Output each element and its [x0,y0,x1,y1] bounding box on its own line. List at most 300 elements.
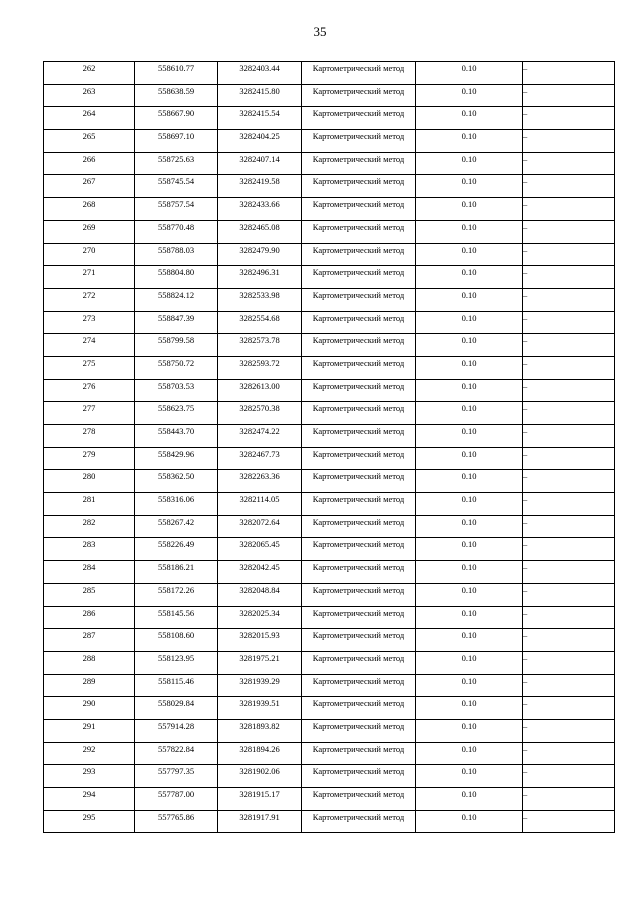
description-cell [523,130,615,153]
description-cell [523,765,615,788]
description-text: – [523,539,528,550]
method-text: Картометрический метод [312,85,405,96]
description-cell [523,62,615,85]
point-number-cell [44,470,135,493]
method-text: Картометрический метод [312,108,405,119]
accuracy-cell [416,561,523,584]
accuracy-cell [416,425,523,448]
y-coordinate-text: 3282015.93 [239,630,280,641]
description-text: – [523,380,528,391]
y-coordinate-text: 3282072.64 [239,516,280,527]
method-cell [302,719,416,742]
description-cell [523,152,615,175]
point-number-cell [44,198,135,221]
accuracy-text: 0.10 [461,426,477,436]
description-text: – [523,720,528,731]
accuracy-cell [416,651,523,674]
point-number-text: 294 [82,789,96,799]
point-number-text: 282 [82,516,96,527]
description-cell [523,606,615,629]
method-text: Картометрический метод [312,131,405,142]
method-text: Картометрический метод [312,562,405,573]
x-coordinate-cell [135,674,218,697]
y-coordinate-text: 3282479.90 [239,244,280,255]
method-text: Картометрический метод [312,494,405,505]
table-row [44,538,615,561]
method-cell [302,447,416,470]
point-number-text: 281 [82,494,96,505]
x-coordinate-text: 557787.00 [157,789,195,799]
y-coordinate-text: 3282065.45 [239,539,280,550]
table-row [44,719,615,742]
y-coordinate-cell [218,765,302,788]
x-coordinate-text: 558725.63 [157,153,195,164]
y-coordinate-text: 3282407.14 [239,153,280,164]
method-text: Картометрический метод [312,811,405,822]
method-text: Картометрический метод [312,63,405,73]
x-coordinate-cell [135,583,218,606]
description-text: – [523,630,528,641]
table-row [44,198,615,221]
accuracy-cell [416,288,523,311]
y-coordinate-cell [218,107,302,130]
y-coordinate-cell [218,62,302,85]
x-coordinate-cell [135,788,218,811]
point-number-text: 271 [82,267,96,278]
accuracy-text: 0.10 [461,471,477,482]
y-coordinate-cell [218,425,302,448]
table-row [44,311,615,334]
accuracy-text: 0.10 [461,494,477,505]
accuracy-text: 0.10 [461,698,477,709]
x-coordinate-text: 558172.26 [157,584,195,595]
x-coordinate-cell [135,243,218,266]
accuracy-text: 0.10 [461,403,477,414]
description-text: – [523,743,528,754]
accuracy-text: 0.10 [461,176,477,187]
table-row [44,266,615,289]
accuracy-cell [416,266,523,289]
table-row [44,425,615,448]
description-text: – [523,652,528,663]
y-coordinate-text: 3281939.51 [239,698,280,709]
point-number-cell [44,402,135,425]
accuracy-text: 0.10 [461,199,477,210]
x-coordinate-cell [135,379,218,402]
method-text: Картометрический метод [312,539,405,550]
description-cell [523,651,615,674]
method-cell [302,810,416,833]
point-number-text: 293 [82,766,96,777]
accuracy-cell [416,719,523,742]
method-cell [302,107,416,130]
accuracy-text: 0.10 [461,289,477,300]
accuracy-text: 0.10 [461,652,477,663]
description-cell [523,266,615,289]
x-coordinate-text: 558703.53 [157,380,195,391]
table-row [44,152,615,175]
accuracy-text: 0.10 [461,516,477,527]
method-cell [302,606,416,629]
description-cell [523,107,615,130]
method-text: Картометрический метод [312,244,405,255]
y-coordinate-cell [218,719,302,742]
method-text: Картометрический метод [312,199,405,210]
description-cell [523,311,615,334]
table-body [44,62,615,833]
y-coordinate-cell [218,152,302,175]
description-text: – [523,811,528,822]
accuracy-text: 0.10 [461,85,477,96]
method-text: Картометрический метод [312,471,405,482]
y-coordinate-cell [218,356,302,379]
y-coordinate-cell [218,379,302,402]
point-number-cell [44,107,135,130]
table-row [44,107,615,130]
point-number-text: 285 [82,584,96,595]
x-coordinate-cell [135,810,218,833]
accuracy-cell [416,152,523,175]
y-coordinate-cell [218,493,302,516]
point-number-cell [44,152,135,175]
x-coordinate-cell [135,130,218,153]
table-row [44,356,615,379]
accuracy-text: 0.10 [461,312,477,323]
description-cell [523,425,615,448]
accuracy-cell [416,243,523,266]
x-coordinate-text: 558145.56 [157,607,195,618]
method-text: Картометрический метод [312,221,405,232]
accuracy-text: 0.10 [461,743,477,754]
description-text: – [523,562,528,573]
point-number-cell [44,425,135,448]
description-cell [523,243,615,266]
method-text: Картометрический метод [312,176,405,187]
point-number-text: 273 [82,312,96,323]
y-coordinate-cell [218,447,302,470]
x-coordinate-cell [135,447,218,470]
method-text: Картометрический метод [312,630,405,641]
table-row [44,629,615,652]
y-coordinate-cell [218,243,302,266]
table-row [44,583,615,606]
x-coordinate-cell [135,311,218,334]
x-coordinate-text: 558623.75 [157,403,195,414]
point-number-text: 266 [82,153,96,164]
y-coordinate-cell [218,561,302,584]
y-coordinate-text: 3282042.45 [239,562,280,573]
table-row [44,243,615,266]
method-cell [302,742,416,765]
point-number-cell [44,493,135,516]
description-cell [523,697,615,720]
method-cell [302,311,416,334]
description-cell [523,583,615,606]
x-coordinate-text: 557914.28 [157,720,195,731]
accuracy-text: 0.10 [461,267,477,278]
description-text: – [523,153,528,164]
x-coordinate-text: 558667.90 [157,108,195,119]
y-coordinate-cell [218,651,302,674]
y-coordinate-text: 3281894.26 [239,743,280,754]
method-text: Картометрический метод [312,153,405,164]
y-coordinate-cell [218,810,302,833]
table-row [44,493,615,516]
table-row [44,447,615,470]
y-coordinate-text: 3282474.22 [239,426,280,436]
x-coordinate-cell [135,62,218,85]
method-cell [302,356,416,379]
y-coordinate-text: 3282554.68 [239,312,280,323]
method-cell [302,674,416,697]
x-coordinate-text: 558123.95 [157,652,195,663]
accuracy-cell [416,606,523,629]
point-number-cell [44,606,135,629]
description-cell [523,719,615,742]
y-coordinate-cell [218,470,302,493]
x-coordinate-cell [135,425,218,448]
description-cell [523,629,615,652]
description-cell [523,288,615,311]
point-number-cell [44,742,135,765]
description-text: – [523,312,528,323]
description-cell [523,493,615,516]
method-text: Картометрический метод [312,312,405,323]
method-cell [302,515,416,538]
y-coordinate-cell [218,266,302,289]
point-number-cell [44,561,135,584]
point-number-cell [44,311,135,334]
accuracy-cell [416,130,523,153]
accuracy-cell [416,515,523,538]
x-coordinate-text: 558316.06 [157,494,195,505]
point-number-cell [44,810,135,833]
accuracy-text: 0.10 [461,357,477,368]
accuracy-text: 0.10 [461,244,477,255]
description-cell [523,220,615,243]
description-text: – [523,789,528,799]
table-row [44,175,615,198]
method-text: Картометрический метод [312,698,405,709]
method-cell [302,629,416,652]
x-coordinate-cell [135,561,218,584]
point-number-text: 287 [82,630,96,641]
method-text: Картометрический метод [312,289,405,300]
x-coordinate-cell [135,493,218,516]
accuracy-cell [416,379,523,402]
description-cell [523,674,615,697]
x-coordinate-text: 558788.03 [157,244,195,255]
table-row [44,402,615,425]
x-coordinate-cell [135,470,218,493]
x-coordinate-text: 557822.84 [157,743,195,754]
y-coordinate-text: 3282593.72 [239,357,280,368]
table-row [44,697,615,720]
method-text: Картометрический метод [312,607,405,618]
accuracy-cell [416,311,523,334]
method-text: Картометрический метод [312,448,405,459]
y-coordinate-cell [218,198,302,221]
x-coordinate-cell [135,515,218,538]
y-coordinate-cell [218,697,302,720]
point-number-text: 269 [82,221,96,232]
y-coordinate-cell [218,515,302,538]
x-coordinate-text: 558108.60 [157,630,195,641]
description-text: – [523,403,528,414]
point-number-cell [44,765,135,788]
point-number-cell [44,788,135,811]
point-number-text: 279 [82,448,96,459]
method-text: Картометрический метод [312,584,405,595]
method-cell [302,379,416,402]
accuracy-text: 0.10 [461,131,477,142]
accuracy-text: 0.10 [461,675,477,686]
method-cell [302,493,416,516]
accuracy-cell [416,402,523,425]
y-coordinate-text: 3282496.31 [239,267,280,278]
point-number-text: 295 [82,811,96,822]
x-coordinate-cell [135,719,218,742]
description-text: – [523,335,528,346]
method-text: Картометрический метод [312,652,405,663]
y-coordinate-text: 3282025.34 [239,607,280,618]
description-cell [523,742,615,765]
x-coordinate-cell [135,606,218,629]
accuracy-cell [416,470,523,493]
point-number-text: 272 [82,289,96,300]
accuracy-cell [416,583,523,606]
method-text: Картометрический метод [312,743,405,754]
x-coordinate-text: 558443.70 [157,426,195,436]
y-coordinate-cell [218,220,302,243]
accuracy-cell [416,538,523,561]
description-text: – [523,426,528,436]
x-coordinate-cell [135,538,218,561]
method-cell [302,198,416,221]
point-number-cell [44,697,135,720]
description-text: – [523,221,528,232]
point-number-cell [44,583,135,606]
accuracy-text: 0.10 [461,789,477,799]
point-number-text: 262 [82,63,96,73]
accuracy-cell [416,447,523,470]
y-coordinate-text: 3282404.25 [239,131,280,142]
accuracy-text: 0.10 [461,63,477,73]
x-coordinate-text: 558429.96 [157,448,195,459]
y-coordinate-text: 3281939.29 [239,675,280,686]
point-number-cell [44,288,135,311]
x-coordinate-cell [135,107,218,130]
description-cell [523,515,615,538]
table-row [44,651,615,674]
description-text: – [523,494,528,505]
accuracy-cell [416,765,523,788]
point-number-text: 289 [82,675,96,686]
y-coordinate-text: 3282570.38 [239,403,280,414]
y-coordinate-cell [218,788,302,811]
point-number-cell [44,629,135,652]
point-number-text: 270 [82,244,96,255]
y-coordinate-cell [218,538,302,561]
description-text: – [523,516,528,527]
point-number-text: 284 [82,562,96,573]
description-cell [523,334,615,357]
y-coordinate-text: 3281975.21 [239,652,280,663]
point-number-cell [44,220,135,243]
point-number-cell [44,719,135,742]
method-cell [302,62,416,85]
accuracy-text: 0.10 [461,539,477,550]
y-coordinate-text: 3282533.98 [239,289,280,300]
description-text: – [523,267,528,278]
point-number-text: 263 [82,85,96,96]
x-coordinate-cell [135,288,218,311]
accuracy-cell [416,697,523,720]
description-text: – [523,63,528,73]
point-number-text: 274 [82,335,96,346]
accuracy-text: 0.10 [461,448,477,459]
x-coordinate-cell [135,629,218,652]
y-coordinate-text: 3282419.58 [239,176,280,187]
x-coordinate-cell [135,198,218,221]
point-number-text: 268 [82,199,96,210]
point-number-cell [44,515,135,538]
method-cell [302,288,416,311]
x-coordinate-text: 558697.10 [157,131,195,142]
method-cell [302,243,416,266]
x-coordinate-text: 558186.21 [157,562,195,573]
accuracy-cell [416,175,523,198]
x-coordinate-text: 558824.12 [157,289,195,300]
description-cell [523,470,615,493]
method-cell [302,538,416,561]
method-text: Картометрический метод [312,789,405,799]
y-coordinate-cell [218,288,302,311]
x-coordinate-text: 557797.35 [157,766,195,777]
accuracy-text: 0.10 [461,380,477,391]
y-coordinate-text: 3282415.54 [239,108,280,119]
accuracy-cell [416,788,523,811]
point-number-text: 292 [82,743,96,754]
accuracy-cell [416,84,523,107]
point-number-text: 278 [82,426,96,436]
table-row [44,742,615,765]
x-coordinate-cell [135,742,218,765]
method-cell [302,697,416,720]
x-coordinate-text: 558847.39 [157,312,195,323]
method-text: Картометрический метод [312,380,405,391]
y-coordinate-text: 3281893.82 [239,720,280,731]
y-coordinate-text: 3282415.80 [239,85,280,96]
method-cell [302,788,416,811]
point-number-cell [44,447,135,470]
description-text: – [523,176,528,187]
method-text: Картометрический метод [312,267,405,278]
accuracy-cell [416,198,523,221]
method-text: Картометрический метод [312,720,405,731]
y-coordinate-cell [218,742,302,765]
accuracy-cell [416,674,523,697]
x-coordinate-cell [135,175,218,198]
method-text: Картометрический метод [312,357,405,368]
point-number-text: 264 [82,108,96,119]
description-text: – [523,357,528,368]
y-coordinate-text: 3282573.78 [239,335,280,346]
point-number-cell [44,379,135,402]
y-coordinate-text: 3281915.17 [239,789,280,799]
method-cell [302,765,416,788]
x-coordinate-cell [135,402,218,425]
